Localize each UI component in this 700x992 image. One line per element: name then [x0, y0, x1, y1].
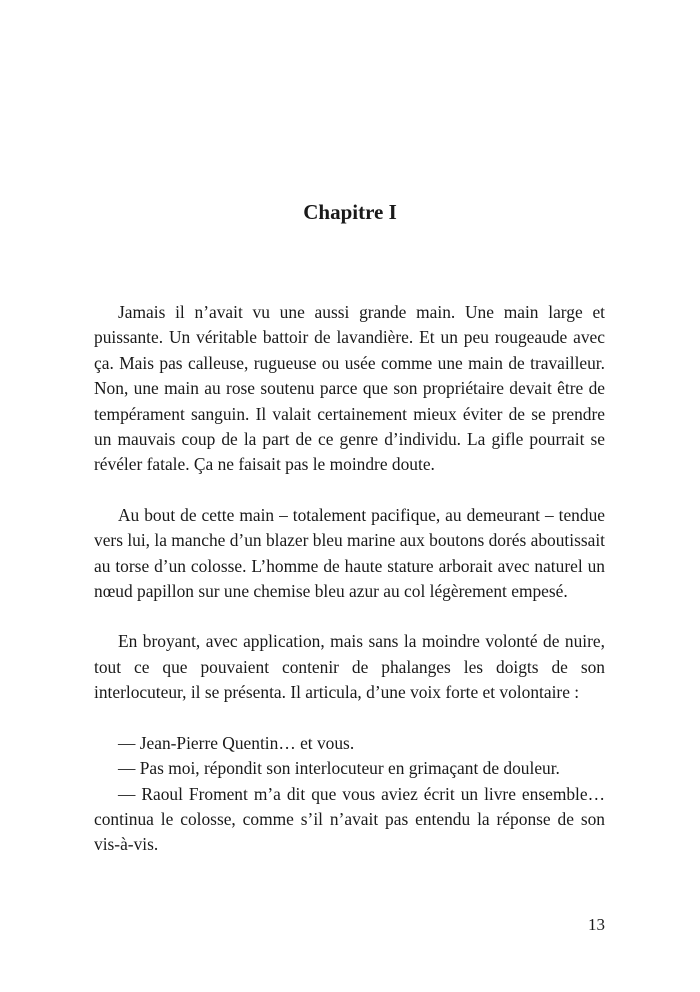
page-number: 13 [588, 915, 605, 934]
dialogue-block [94, 731, 605, 858]
chapter-body [94, 300, 605, 858]
dialogue-line-3: — Raoul Froment m’a dit que vous aviez écrit un livre ensemble… continua le colosse, comme s’il n’avait pas entendu la réponse de son vis-à-vis. [94, 783, 605, 855]
dialogue-line-1: — Jean-Pierre Quentin… et vous. [118, 732, 355, 753]
paragraph-3: En broyant, avec application, mais sans la moindre volonté de nuire, tout ce que pouvaient contenir de phalanges les doigts de son interlocuteur, il se présenta. Il articula, d’une voix forte et volontaire : [94, 631, 605, 703]
dialogue-line-2: — Pas moi, répondit son interlocuteur en grimaçant de douleur. [118, 758, 560, 779]
paragraph-1: Jamais il n’avait vu une aussi grande main. Une main large et puissante. Un véritable battoir de lavandière. Et un peu rougeaude avec ça. Mais pas calleuse, rugueuse ou usée comme une main de travailleur. Non, une main au rose soutenu parce que son propriétaire devait être de tempérament sanguin. Il valait certainement mieux éviter de se prendre un mauvais coup de la part de ce genre d’individu. La gifle pourrait se révéler fatale. Ça ne faisait pas le moindre doute. [94, 302, 605, 475]
paragraph-2: Au bout de cette main – totalement pacifique, au demeurant – tendue vers lui, la manche d’un blazer bleu marine aux boutons dorés aboutissait au torse d’un colosse. L’homme de haute stature arborait avec naturel un nœud papillon sur une chemise bleu azur au col légèrement empesé. [94, 504, 605, 602]
chapter-title: Chapitre I [303, 200, 397, 224]
